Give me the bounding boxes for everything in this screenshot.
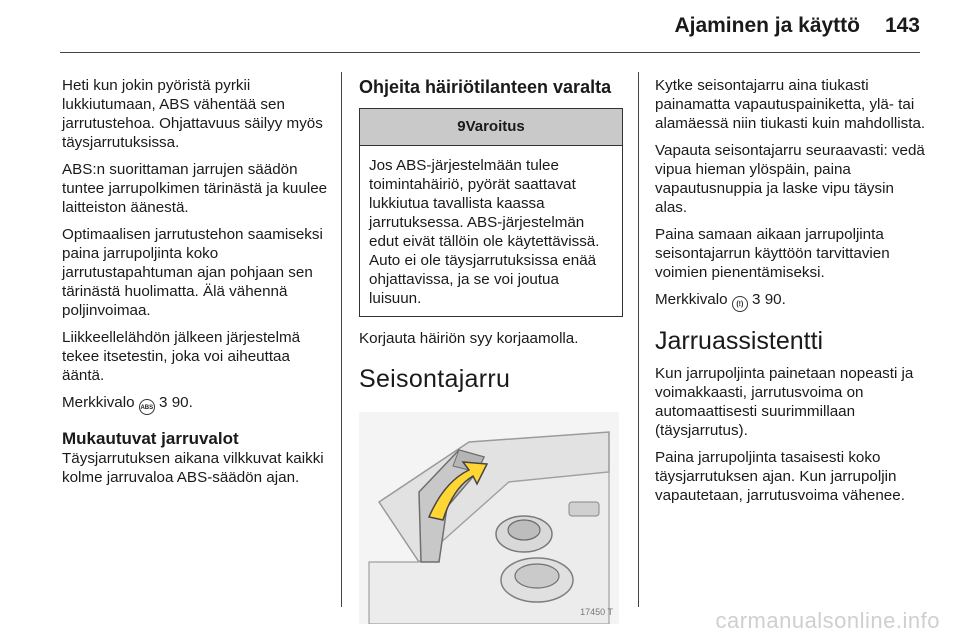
adaptive-brake-lights-text: Täysjarrutuksen aikana vilkkuvat kaikki kolme jarruvaloa ABS-säädön ajan. — [62, 450, 324, 486]
brake-warning-light-icon: (!) — [732, 296, 748, 312]
brake-assist-paragraph-2: Paina jarrupoljinta tasaisesti koko täysjarrutuksen ajan. Kun jarrupoljin vapautetaan, jarrutusvoima vähenee. — [655, 449, 905, 504]
column-right — [655, 76, 927, 513]
brake-assist-heading: Jarruassistentti — [655, 327, 824, 355]
repair-instruction: Korjauta häiriön syy korjaamolla. — [359, 330, 579, 347]
parking-brake-indicator-reference: Merkkivalo (!) 3 90. — [655, 290, 927, 312]
parking-brake-paragraph-1: Kytke seisontajarru aina tiukasti painamatta vapautuspainiketta, ylä- tai alamäessä niin tiukasti kuin mahdollista. — [655, 77, 926, 132]
figure-code: 17450 T — [580, 607, 613, 617]
adaptive-brake-lights-heading: Mukautuvat jarruvalot — [62, 429, 239, 448]
page-header — [0, 0, 960, 48]
column-divider-2 — [638, 72, 639, 607]
page-reference-link[interactable]: 3 90. — [154, 394, 193, 411]
warning-box-title: 9Varoitus — [360, 109, 622, 146]
header-divider — [60, 52, 920, 53]
site-watermark: carmanualsonline.info — [715, 608, 940, 633]
column-middle — [359, 76, 623, 624]
abs-paragraph-3: Optimaalisen jarrutustehon saamiseksi paina jarrupoljinta koko jarrutustapahtuman ajan pohjaan sen tärinästä huolimatta. Älä vähennä poljinvoimaa. — [62, 226, 323, 319]
abs-paragraph-1: Heti kun jokin pyöristä pyrkii lukkiutumaan, ABS vähentää sen jarrutustehoa. Ohjattavuus säilyy myös täysjarrutuksissa. — [62, 77, 323, 151]
parking-brake-lever-drawing — [359, 412, 619, 624]
column-divider-1 — [341, 72, 342, 607]
abs-paragraph-2: ABS:n suorittaman jarrujen säädön tuntee jarrupolkimen tärinästä ja kuulee laitteiston äänestä. — [62, 161, 328, 216]
parking-brake-paragraph-3: Paina samaan aikaan jarrupoljinta seisontajarrun käyttöön tarvittavien voimien pienentämiseksi. — [655, 226, 890, 281]
abs-indicator-reference: Merkkivalo ABS 3 90. — [62, 393, 330, 415]
parking-brake-heading: Seisontajarru — [359, 365, 511, 393]
page-number: 143 — [884, 14, 920, 37]
fault-section-heading: Ohjeita häiriötilanteen varalta — [359, 77, 612, 97]
abs-paragraph-4: Liikkeellelähdön jälkeen järjestelmä tekee itsetestin, joka voi aiheuttaa ääntä. — [62, 329, 301, 384]
page-header-title: Ajaminen ja käyttö — [674, 14, 860, 37]
parking-brake-paragraph-2: Vapauta seisontajarru seuraavasti: vedä vipua hieman ylöspäin, paina vapautusnuppia ja laske vipu täysin alas. — [655, 142, 925, 216]
parking-brake-illustration — [359, 412, 619, 624]
warning-box — [359, 108, 623, 317]
warning-box-text: Jos ABS-järjestelmään tulee toimintahäiriö, pyörät saattavat lukkiutua tavallista kaassa jarrutuksessa. ABS-järjestelmän edut eivät tällöin ole käytettävissä. Auto ei ole täysjarrutuksissa enää ohjattavissa, ja se voi joutua luisuun. — [369, 157, 600, 307]
page-reference-link[interactable]: 3 90. — [747, 291, 786, 308]
column-left — [62, 76, 330, 495]
abs-warning-light-icon: ABS — [139, 399, 155, 415]
brake-assist-paragraph-1: Kun jarrupoljinta painetaan nopeasti ja voimakkaasti, jarrutusvoima on automaattisesti suurimmillaan (täysjarrutus). — [655, 365, 914, 439]
